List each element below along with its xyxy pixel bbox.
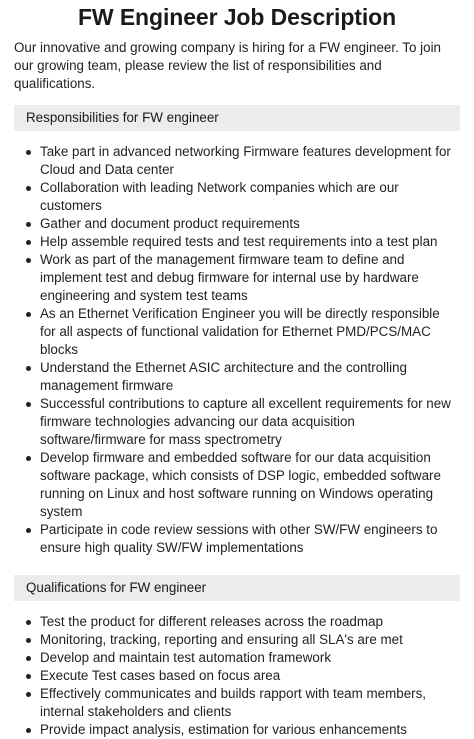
list-item: Effectively communicates and builds rapport with team members, internal stakeholders and clients — [40, 685, 452, 721]
list-item: Understand the Ethernet ASIC architecture and the controlling management firmware — [40, 359, 452, 395]
intro-paragraph: Our innovative and growing company is hiring for a FW engineer. To join our growing team, please review the list of responsibilities and qualifications. — [14, 40, 441, 91]
list-item: Help assemble required tests and test requirements into a test plan — [40, 233, 452, 251]
list-item: Successful contributions to capture all excellent requirements for new firmware technologies advancing our data acquisition software/firmware for mass spectrometry — [40, 396, 451, 447]
list-item: Execute Test cases based on focus area — [40, 667, 452, 685]
page-title: FW Engineer Job Description — [77, 4, 397, 30]
list-item: Develop and maintain test automation framework — [40, 649, 452, 667]
responsibilities-list — [0, 143, 474, 557]
list-item: Take part in advanced networking Firmware features development for Cloud and Data center — [40, 144, 451, 177]
list-item: Test the product for different releases across the roadmap — [40, 613, 452, 631]
qualifications-list — [0, 613, 474, 739]
list-item: Monitoring, tracking, reporting and ensuring all SLA's are met — [40, 631, 452, 649]
list-item: Participate in code review sessions with other SW/FW engineers to ensure high quality SW/FW implementations — [40, 521, 452, 557]
responsibilities-header: Responsibilities for FW engineer — [14, 105, 460, 131]
list-item: Develop firmware and embedded software for our data acquisition software package, which consists of DSP logic, embedded software running on Linux and host software running on Windows operating system — [40, 449, 452, 521]
list-item: As an Ethernet Verification Engineer you will be directly responsible for all aspects of functional validation for Ethernet PMD/PCS/MAC blocks — [40, 305, 452, 359]
list-item: Gather and document product requirements — [40, 215, 452, 233]
list-item: Work as part of the management firmware team to define and implement test and debug firmware for internal use by hardware engineering and system test teams — [40, 251, 452, 305]
list-item: Collaboration with leading Network companies which are our customers — [40, 179, 452, 215]
qualifications-header: Qualifications for FW engineer — [14, 575, 460, 601]
list-item: Provide impact analysis, estimation for various enhancements — [40, 721, 452, 739]
